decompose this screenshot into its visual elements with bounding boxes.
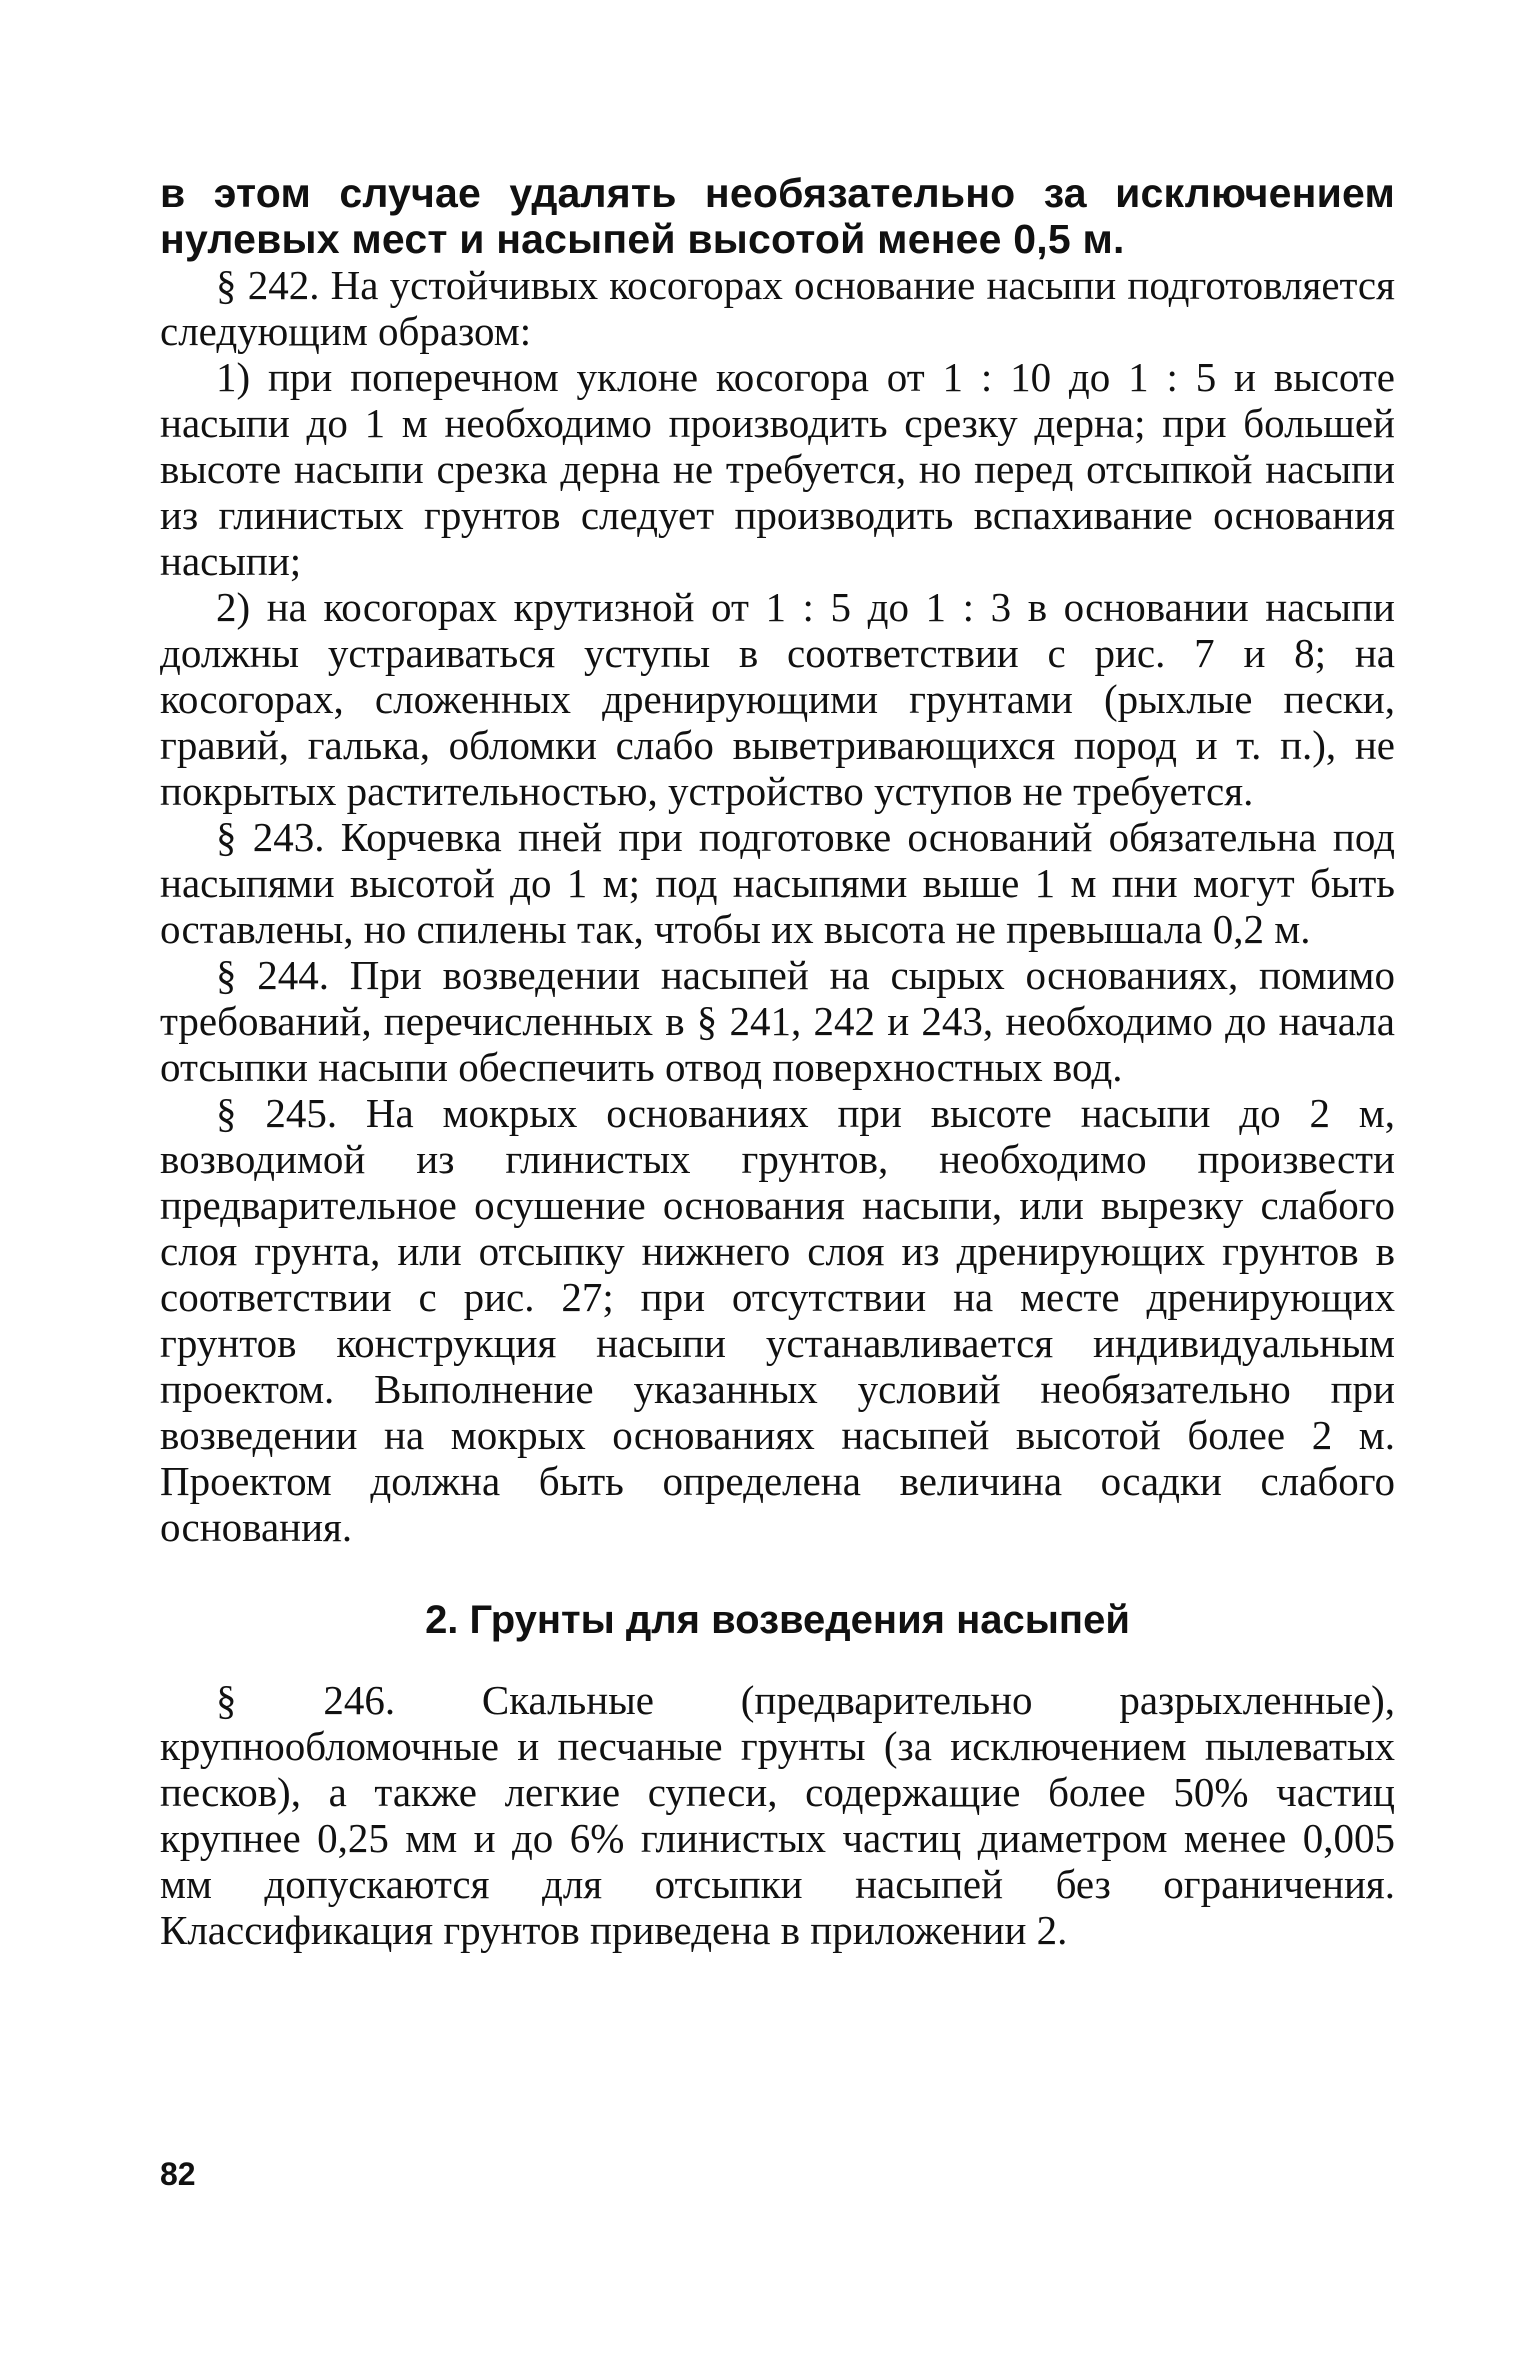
document-page — [160, 170, 1395, 2230]
paragraph-242-item-1: 1) при поперечном уклоне косогора от 1 : 10 до 1 : 5 и высоте насыпи до 1 м необходимо производить срезку дерна; при большей высоте насыпи срезка дерна не требуется, но перед отсыпкой насыпи из глинистых грунтов следует производить вспахивание основания насыпи; — [160, 354, 1395, 584]
section-title: 2. Грунты для возведения насыпей — [425, 1598, 1130, 1642]
paragraph-243: § 243. Корчевка пней при подготовке оснований обязательна под насыпями высотой до 1 м; под насыпями выше 1 м пни могут быть оставлены, но спилены так, чтобы их высота не превышала 0,2 м. — [160, 814, 1395, 952]
paragraph-continuation: в этом случае удалять необязательно за исключением нулевых мест и насыпей высотой менее 0,5 м. — [160, 170, 1395, 262]
paragraph-245: § 245. На мокрых основаниях при высоте насыпи до 2 м, возводимой из глинистых грунтов, необходимо произвести предварительное осушение основания насыпи, или вырезку слабого слоя грунта, или отсыпку нижнего слоя из дренирующих грунтов в соответствии с рис. 27; при отсутствии на месте дренирующих грунтов конструкция насыпи устанавливается индивидуальным проектом. Выполнение указанных условий необязательно при возведении на мокрых основаниях насыпей высотой более 2 м. Проектом должна быть определена величина осадки слабого основания. — [160, 1090, 1395, 1550]
paragraph-244: § 244. При возведении насыпей на сырых основаниях, помимо требований, перечисленных в § 241, 242 и 243, необходимо до начала отсыпки насыпи обеспечить отвод поверхностных вод. — [160, 952, 1395, 1090]
paragraph-246: § 246. Скальные (предварительно разрыхленные), крупнообломочные и песчаные грунты (за исключением пылеватых песков), а также легкие супеси, содержащие более 50% частиц крупнее 0,25 мм и до 6% глинистых частиц диаметром менее 0,005 мм допускаются для отсыпки насыпей без ограничения. Классификация грунтов приведена в приложении 2. — [160, 1677, 1395, 1953]
paragraph-242-item-2: 2) на косогорах крутизной от 1 : 5 до 1 : 3 в основании насыпи должны устраиваться уступы в соответствии с рис. 7 и 8; на косогорах, сложенных дренирующими грунтами (рыхлые пески, гравий, галька, обломки слабо выветривающихся пород и т. п.), не покрытых растительностью, устройство уступов не требуется. — [160, 584, 1395, 814]
page-number: 82 — [160, 2156, 196, 2192]
paragraph-242: § 242. На устойчивых косогорах основание насыпи подготовляется следующим образом: — [160, 262, 1395, 354]
